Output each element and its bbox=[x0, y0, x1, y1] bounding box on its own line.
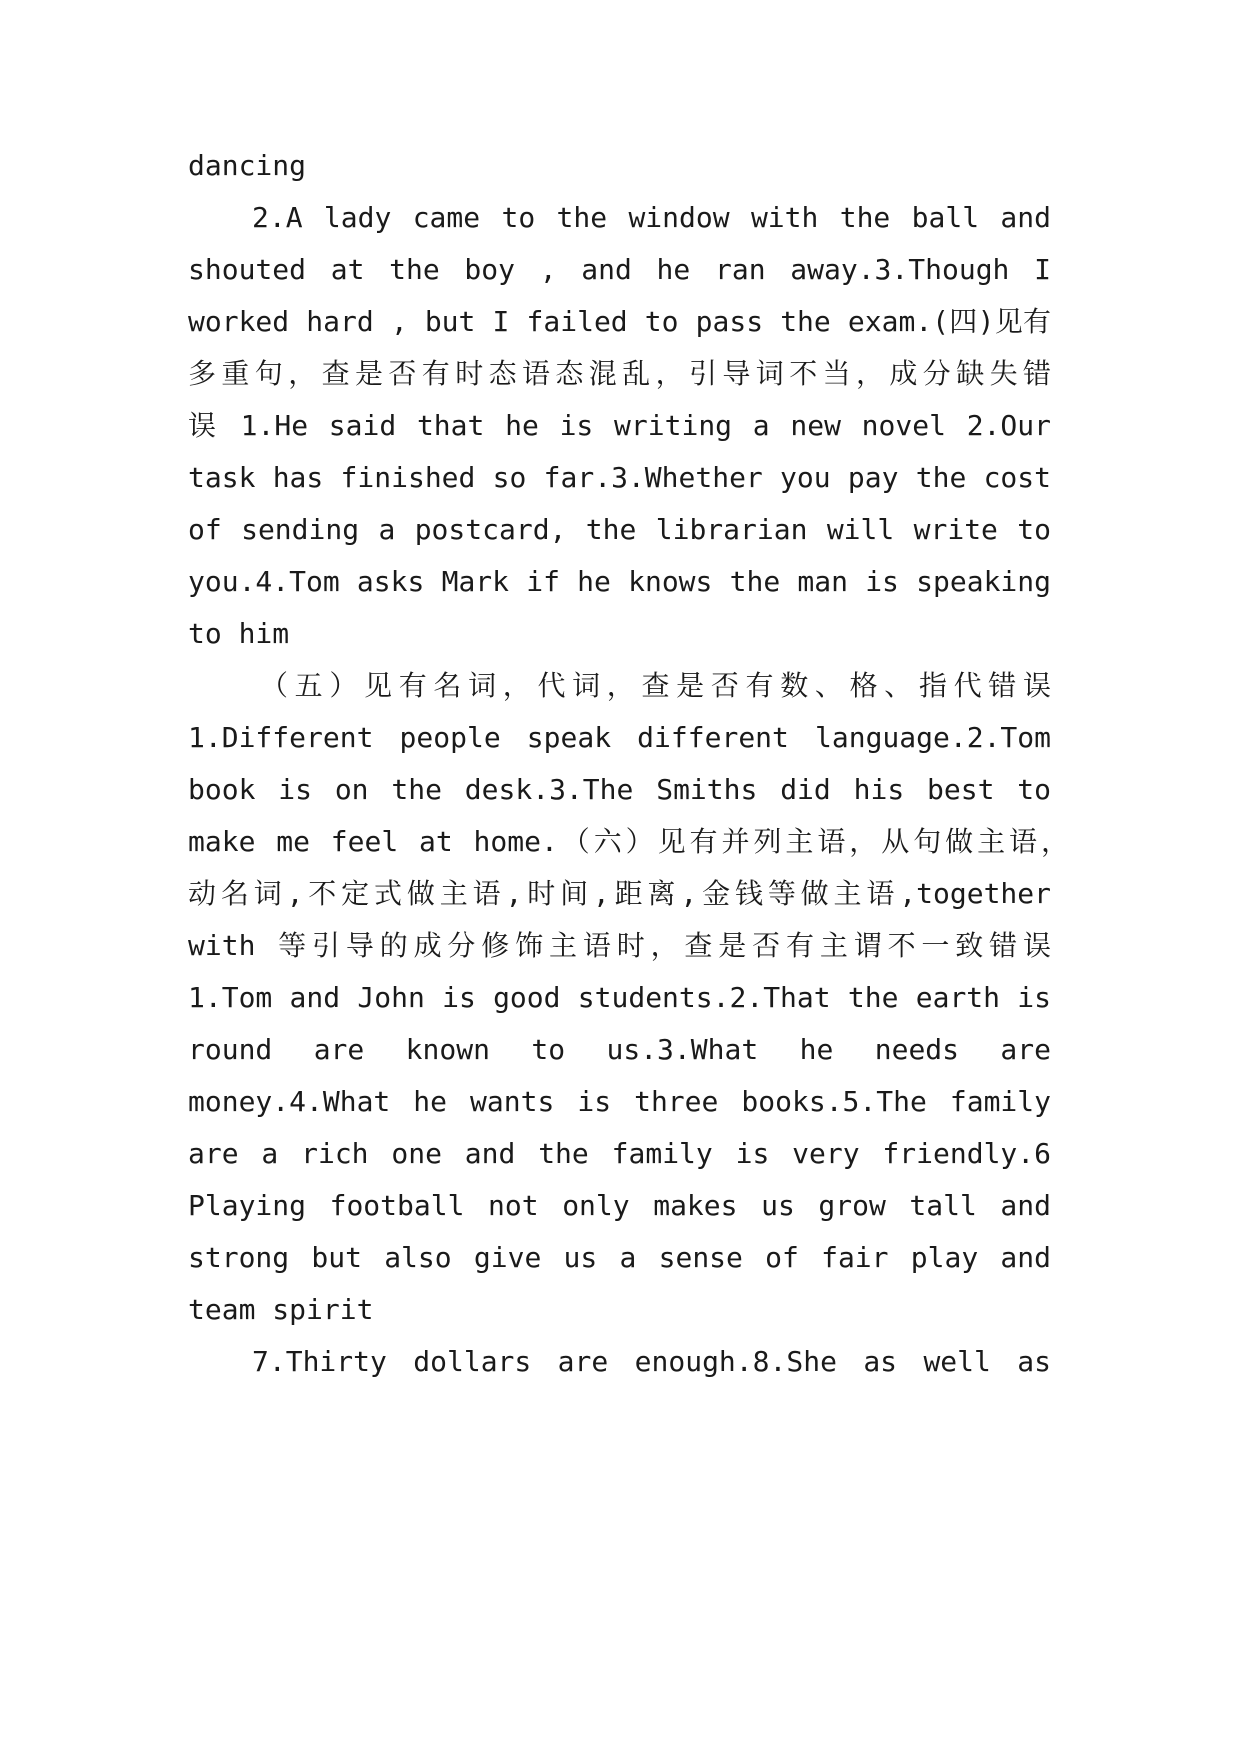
text-line: shouted at the boy , and he ran away.3.Though I bbox=[188, 253, 1051, 286]
text-line: （五）见有名词，代词，查是否有数、格、指代错误 bbox=[260, 669, 1051, 702]
text-line: dancing bbox=[188, 149, 307, 182]
text-line: 多重句，查是否有时态语态混乱，引导词不当，成分缺失错 bbox=[188, 357, 1051, 390]
text-line: 7.Thirty dollars are enough.8.She as well as bbox=[252, 1345, 1051, 1378]
text-line: book is on the desk.3.The Smiths did his best to bbox=[188, 773, 1051, 806]
text-line: of sending a postcard, the librarian will write to bbox=[188, 513, 1051, 546]
text-line: team spirit bbox=[188, 1293, 374, 1326]
text-line: 动名词,不定式做主语,时间,距离,金钱等做主语,together bbox=[188, 877, 1051, 910]
text-line: Playing football not only makes us grow tall and bbox=[188, 1189, 1051, 1222]
text-line: with 等引导的成分修饰主语时，查是否有主谓不一致错误 bbox=[188, 929, 1051, 962]
text-line: are a rich one and the family is very friendly.6 bbox=[188, 1137, 1051, 1170]
text-line: money.4.What he wants is three books.5.The family bbox=[188, 1085, 1051, 1118]
text-line: make me feel at home.（六）见有并列主语，从句做主语， bbox=[188, 825, 1069, 858]
text-line: worked hard , but I failed to pass the exam.(四)见有 bbox=[188, 305, 1051, 338]
text-line: you.4.Tom asks Mark if he knows the man is speaking bbox=[188, 565, 1051, 598]
text-line: to him bbox=[188, 617, 290, 650]
text-line: 1.Tom and John is good students.2.That the earth is bbox=[188, 981, 1051, 1014]
text-line: 误 1.He said that he is writing a new novel 2.Our bbox=[188, 409, 1051, 442]
text-line: strong but also give us a sense of fair play and bbox=[188, 1241, 1051, 1274]
text-line: 1.Different people speak different language.2.Tom bbox=[188, 721, 1051, 754]
text-line: task has finished so far.3.Whether you pay the cost bbox=[188, 461, 1051, 494]
text-line: 2.A lady came to the window with the ball and bbox=[252, 201, 1051, 234]
text-line: round are known to us.3.What he needs are bbox=[188, 1033, 1051, 1066]
